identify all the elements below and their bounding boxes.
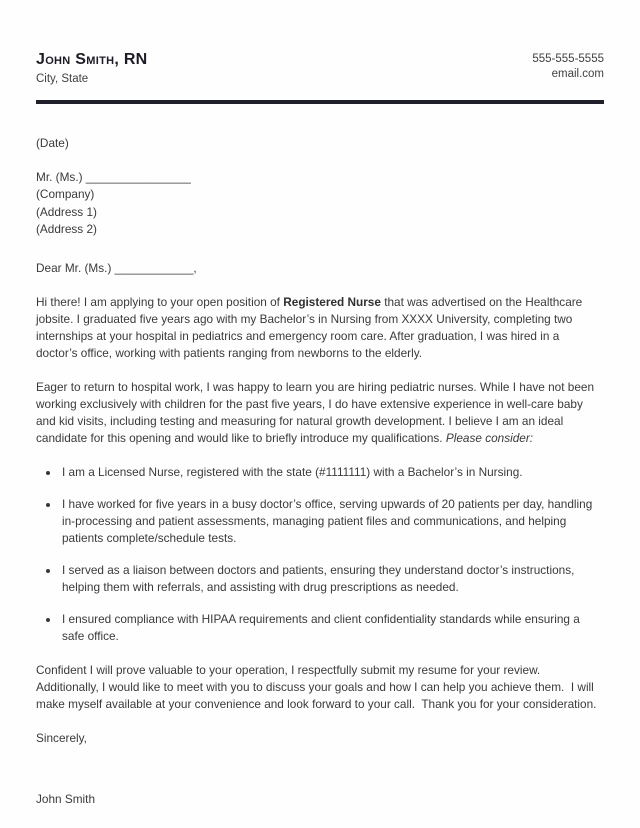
letter-body — [36, 135, 604, 808]
qualifications-list — [36, 464, 604, 645]
qualification-item: • I have worked for five years in a busy doctor’s office, serving upwards of 20 patients per day, handling in-processing and patient assessments, managing patient files and communications, and helping patients complete/schedule tests. — [60, 496, 604, 547]
recipient-address1-line: (Address 1) — [36, 204, 97, 219]
recipient-block — [36, 169, 604, 239]
recipient-company-line: (Company) — [36, 187, 95, 202]
signature-name: John Smith — [36, 791, 96, 806]
paragraph-introduction — [36, 294, 604, 362]
date-placeholder: (Date) — [36, 135, 69, 150]
phone-number: 555-555-5555 — [532, 53, 604, 65]
applicant-name: John Smith, RN — [36, 51, 148, 68]
valediction: Sincerely, — [36, 730, 87, 745]
salutation: Dear Mr. (Ms.) ____________, — [36, 260, 197, 275]
qualification-item: • I served as a liaison between doctors and patients, ensuring they understand doctor’s instructions, helping them with referrals, and assisting with drug prescriptions as needed. — [60, 562, 604, 596]
email-address: email.com — [551, 68, 604, 80]
header-divider — [36, 100, 604, 104]
p1-text-before: Hi there! I am applying to your open position of — [36, 294, 284, 309]
p1-text-after: that was advertised on the Healthcare jobsite. I graduated five years ago with my Bachelor’s in Nursing from XXXX University, completing two internships at your hospital in pediatrics and emergency room care. After graduation, I was hired in a doctor’s office, working with patients ranging from newborns to the elderly. — [36, 294, 583, 360]
p2-text-main: Eager to return to hospital work, I was happy to learn you are hiring pediatric nurses. While I have not been working exclusively with children for the past five years, I do have extensive experience in well-care baby and kid visits, including testing and measuring for natural growth development. I believe I am an ideal candidate for this opening and would like to briefly introduce my qualifications. — [36, 379, 595, 445]
qualification-item: • I am a Licensed Nurse, registered with the state (#1111111) with a Bachelor’s in Nursing. — [60, 464, 604, 481]
applicant-location: City, State — [36, 73, 89, 85]
identity-block — [36, 50, 148, 87]
qualification-item: • I ensured compliance with HIPAA requirements and client confidentiality standards while ensuring a safe office. — [60, 611, 604, 645]
recipient-address2-line: (Address 2) — [36, 222, 97, 237]
p2-please-consider: Please consider: — [445, 430, 534, 445]
recipient-name-line: Mr. (Ms.) ________________ — [36, 169, 191, 184]
contact-block — [532, 50, 604, 82]
paragraph-motivation — [36, 379, 604, 447]
letterhead — [36, 50, 604, 87]
p1-position-title: Registered Nurse — [283, 294, 381, 309]
paragraph-closing: Confident I will prove valuable to your operation, I respectfully submit my resume for your review. Additionally, I would like to meet with you to discuss your goals and how I can help you achieve them. I will make myself available at your convenience and look forward to your call. Thank you for your consideration. — [36, 662, 598, 711]
